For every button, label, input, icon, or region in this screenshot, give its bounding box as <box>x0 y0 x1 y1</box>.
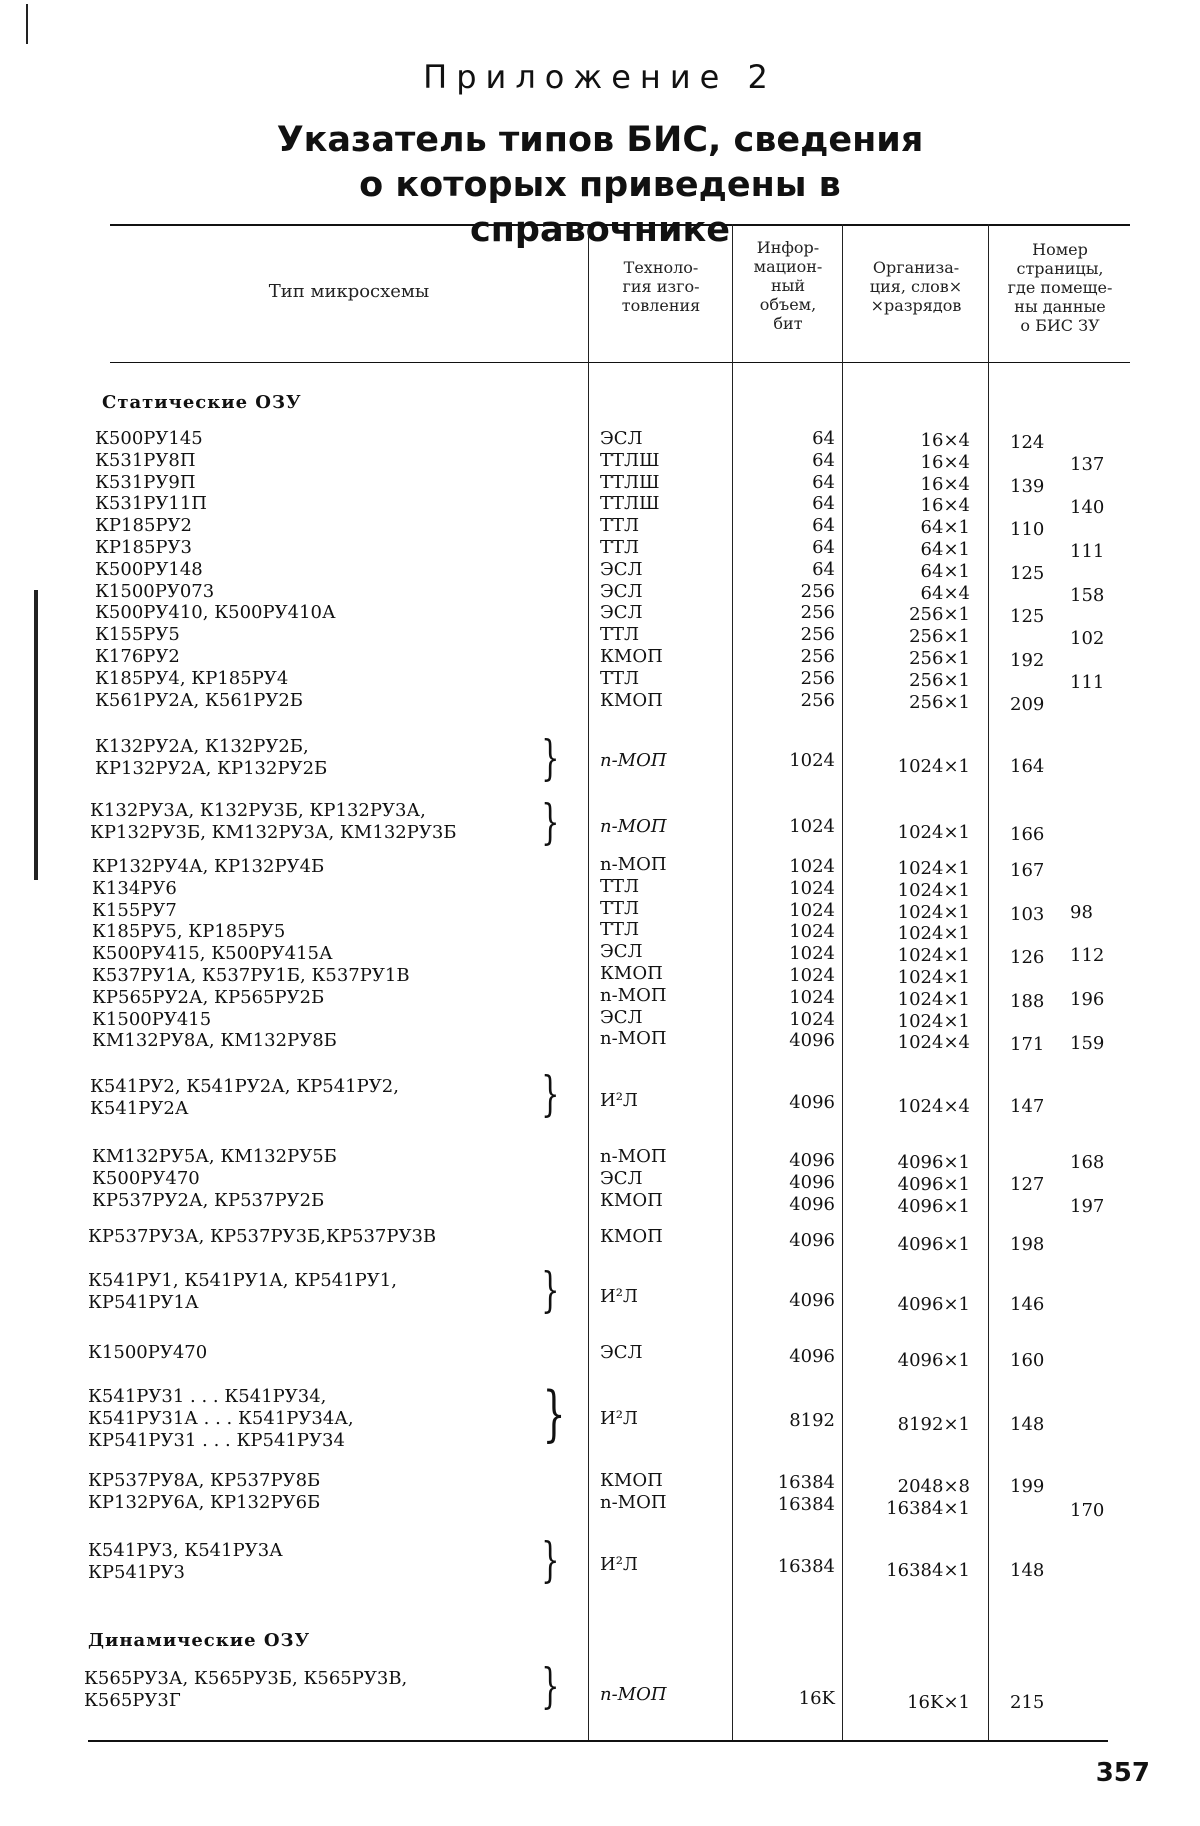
organization: 1024×1 <box>897 756 970 777</box>
section-static-ram: Статические ОЗУ <box>102 392 302 413</box>
organization: 1024×1 1024×1 1024×1 1024×1 1024×1 1024×1 1024×1 1024×1 1024×4 <box>897 858 970 1054</box>
brace: } <box>541 1262 560 1318</box>
chip-names: КР537РУ8А, КР537РУ8Б КР132РУ6А, КР132РУ6Б <box>88 1470 321 1513</box>
organization: 1024×1 <box>897 822 970 843</box>
technology: n-МОП ЭСЛ КМОП <box>600 1146 667 1211</box>
volume: 64 64 64 64 64 64 64 256 256 256 256 256 256 <box>800 428 835 711</box>
volume: 16384 16384 <box>777 1472 835 1515</box>
page-ref: 199 <box>1010 1476 1045 1497</box>
chip-names: К500РУ145 К531РУ8П К531РУ9П К531РУ11П КР185РУ2 КР185РУ3 К500РУ148 К1500РУ073 К500РУ410, К500РУ410А К155РУ5 К176РУ2 К185РУ4, КР185РУ4 К561РУ2А, К561РУ2Б <box>95 428 336 711</box>
page-ref: 168 197 <box>1070 1152 1105 1217</box>
page-ref: 137 140 111 158 102 111 <box>1070 453 1105 693</box>
technology: И²Л <box>600 1090 638 1111</box>
organization: 1024×4 <box>897 1096 970 1117</box>
page-ref: 164 <box>1010 756 1045 777</box>
appendix-title: Приложение 2 <box>423 58 777 96</box>
brace: } <box>541 794 560 850</box>
column-divider <box>988 224 989 1740</box>
page-ref: 170 <box>1070 1499 1105 1521</box>
page-ref: 146 <box>1010 1294 1045 1315</box>
technology: КМОП <box>600 1226 663 1247</box>
organization: 16384×1 <box>886 1560 970 1581</box>
volume: 8192 <box>789 1410 835 1431</box>
volume: 4096 4096 4096 <box>789 1150 835 1215</box>
chip-names: К541РУ1, К541РУ1А, КР541РУ1, КР541РУ1А <box>88 1270 397 1313</box>
brace: } <box>541 1658 560 1714</box>
volume: 1024 <box>789 750 835 771</box>
volume: 16K <box>798 1688 835 1709</box>
organization: 4096×1 4096×1 4096×1 <box>897 1152 970 1217</box>
scan-mark <box>26 4 28 44</box>
header-page: Номер страницы, где помеще- ны данные о БИС ЗУ <box>1007 240 1113 335</box>
technology: И²Л <box>600 1286 638 1307</box>
organization: 4096×1 <box>897 1294 970 1315</box>
technology: КМОП n-МОП <box>600 1470 667 1513</box>
technology: И²Л <box>600 1554 638 1575</box>
brace: } <box>542 1379 566 1449</box>
page-ref: 215 <box>1010 1692 1045 1713</box>
page-ref: 127 <box>1010 1173 1045 1195</box>
table-top-rule <box>110 224 1130 226</box>
page-ref: 98 112 196 159 <box>1070 901 1105 1054</box>
header-volume: Инфор- мацион- ный объем, бит <box>753 238 823 333</box>
chip-names: КМ132РУ5А, КМ132РУ5Б К500РУ470 КР537РУ2А, КР537РУ2Б <box>92 1146 337 1211</box>
page-ref: 167 103 126 188 171 <box>1010 860 1045 1056</box>
scan-mark <box>34 590 38 880</box>
organization: 16K×1 <box>907 1692 970 1713</box>
chip-names: К565РУ3А, К565РУ3Б, К565РУ3В, К565РУ3Г <box>84 1668 408 1711</box>
organization: 4096×1 <box>897 1234 970 1255</box>
brace: } <box>541 1532 560 1588</box>
page-ref: 148 <box>1010 1560 1045 1581</box>
page-ref: 124 139 110 125 125 192 209 <box>1010 432 1045 715</box>
header-bottom-rule <box>110 362 1130 363</box>
technology: n-МОП <box>600 1684 667 1705</box>
chip-names: К541РУ31 . . . К541РУ34, К541РУ31А . . . К541РУ34А, КР541РУ31 . . . КР541РУ34 <box>88 1386 354 1451</box>
technology: n-МОП <box>600 750 667 771</box>
header-technology: Техноло- гия изго- товления <box>621 258 701 315</box>
volume: 4096 <box>789 1290 835 1311</box>
page-ref: 160 <box>1010 1350 1045 1371</box>
page-number: 357 <box>1095 1758 1150 1788</box>
volume: 4096 <box>789 1346 835 1367</box>
volume: 4096 <box>789 1230 835 1251</box>
header-organization: Организа- ция, слов× ×разрядов <box>869 258 963 315</box>
technology: ЭСЛ ТТЛШ ТТЛШ ТТЛШ ТТЛ ТТЛ ЭСЛ ЭСЛ ЭСЛ ТТЛ КМОП ТТЛ КМОП <box>600 428 663 711</box>
chip-names: К132РУ2А, К132РУ2Б, КР132РУ2А, КР132РУ2Б <box>95 736 328 779</box>
organization: 8192×1 <box>897 1414 970 1435</box>
technology: n-МОП <box>600 816 667 837</box>
organization: 2048×8 16384×1 <box>886 1476 970 1519</box>
brace: } <box>541 730 560 786</box>
volume: 4096 <box>789 1092 835 1113</box>
page-title: Указатель типов БИС, сведения о которых приведены в справочнике <box>276 120 924 250</box>
technology: И²Л <box>600 1408 638 1429</box>
chip-names: К541РУ2, К541РУ2А, КР541РУ2, К541РУ2А <box>90 1076 399 1119</box>
column-divider <box>588 224 589 1740</box>
brace: } <box>541 1066 560 1122</box>
chip-names: К132РУ3А, К132РУ3Б, КР132РУ3А, КР132РУ3Б, КМ132РУ3А, КМ132РУ3Б <box>90 800 457 843</box>
volume: 1024 <box>789 816 835 837</box>
header-type: Тип микросхемы <box>268 281 430 302</box>
page-ref: 198 <box>1010 1234 1045 1255</box>
page-ref: 166 <box>1010 824 1045 845</box>
volume: 16384 <box>777 1556 835 1577</box>
page-ref: 147 <box>1010 1096 1045 1117</box>
chip-names: КР132РУ4А, КР132РУ4Б К134РУ6 К155РУ7 К185РУ5, КР185РУ5 К500РУ415, К500РУ415А К537РУ1А, К537РУ1Б, К537РУ1В КР565РУ2А, КР565РУ2Б К1500РУ415 КМ132РУ8А, КМ132РУ8Б <box>92 856 410 1052</box>
chip-names: КР537РУ3А, КР537РУ3Б,КР537РУ3В <box>88 1226 437 1247</box>
chip-names: К1500РУ470 <box>88 1342 208 1363</box>
technology: n-МОП ТТЛ ТТЛ ТТЛ ЭСЛ КМОП n-МОП ЭСЛ n-МОП <box>600 854 667 1050</box>
technology: ЭСЛ <box>600 1342 643 1363</box>
column-divider <box>842 224 843 1740</box>
organization: 16×4 16×4 16×4 16×4 64×1 64×1 64×1 64×4 256×1 256×1 256×1 256×1 256×1 <box>909 430 970 713</box>
section-dynamic-ram: Динамические ОЗУ <box>88 1630 311 1651</box>
organization: 4096×1 <box>897 1350 970 1371</box>
volume: 1024 1024 1024 1024 1024 1024 1024 1024 4096 <box>789 856 835 1052</box>
page-ref: 148 <box>1010 1414 1045 1435</box>
chip-names: К541РУ3, К541РУ3А КР541РУ3 <box>88 1540 283 1583</box>
table-bottom-rule <box>88 1740 1108 1742</box>
